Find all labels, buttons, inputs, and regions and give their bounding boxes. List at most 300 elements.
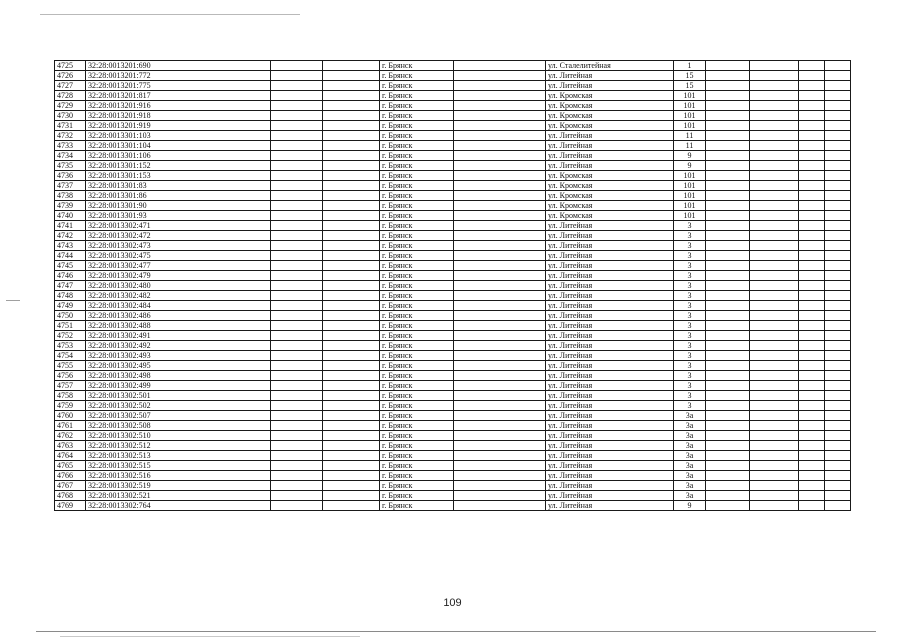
empty-cell xyxy=(750,91,799,101)
street-cell: ул. Литейная xyxy=(546,241,674,251)
empty-cell xyxy=(750,461,799,471)
empty-cell xyxy=(271,391,323,401)
empty-cell xyxy=(323,171,380,181)
empty-cell xyxy=(799,391,825,401)
house-number-cell: 9 xyxy=(674,501,706,511)
empty-cell xyxy=(750,171,799,181)
row-number-cell: 4766 xyxy=(55,471,86,481)
city-cell: г. Брянск xyxy=(380,501,454,511)
cadastral-number-cell: 32:28:0013201:690 xyxy=(86,61,271,71)
empty-cell xyxy=(706,241,750,251)
empty-cell xyxy=(323,161,380,171)
empty-cell xyxy=(454,221,546,231)
empty-cell xyxy=(323,241,380,251)
empty-cell xyxy=(750,141,799,151)
empty-cell xyxy=(323,141,380,151)
empty-cell xyxy=(799,441,825,451)
city-cell: г. Брянск xyxy=(380,221,454,231)
row-number-cell: 4727 xyxy=(55,81,86,91)
empty-cell xyxy=(750,361,799,371)
empty-cell xyxy=(271,91,323,101)
cadastral-number-cell: 32:28:0013302:484 xyxy=(86,301,271,311)
empty-cell xyxy=(323,201,380,211)
house-number-cell: 3 xyxy=(674,301,706,311)
empty-cell xyxy=(454,441,546,451)
empty-cell xyxy=(323,71,380,81)
city-cell: г. Брянск xyxy=(380,211,454,221)
empty-cell xyxy=(454,371,546,381)
empty-cell xyxy=(454,321,546,331)
empty-cell xyxy=(750,431,799,441)
row-number-cell: 4754 xyxy=(55,351,86,361)
empty-cell xyxy=(323,371,380,381)
empty-cell xyxy=(454,191,546,201)
empty-cell xyxy=(799,251,825,261)
empty-cell xyxy=(750,401,799,411)
empty-cell xyxy=(323,81,380,91)
cadastral-number-cell: 32:28:0013302:499 xyxy=(86,381,271,391)
table-row xyxy=(55,481,851,491)
row-number-cell: 4761 xyxy=(55,421,86,431)
empty-cell xyxy=(454,361,546,371)
empty-cell xyxy=(454,311,546,321)
empty-cell xyxy=(750,291,799,301)
row-number-cell: 4753 xyxy=(55,341,86,351)
street-cell: ул. Литейная xyxy=(546,471,674,481)
cadastral-number-cell: 32:28:0013302:491 xyxy=(86,331,271,341)
empty-cell xyxy=(454,211,546,221)
empty-cell xyxy=(825,231,851,241)
empty-cell xyxy=(750,111,799,121)
house-number-cell: 3а xyxy=(674,461,706,471)
scan-artifact-line xyxy=(36,631,876,632)
empty-cell xyxy=(750,491,799,501)
empty-cell xyxy=(750,371,799,381)
empty-cell xyxy=(706,101,750,111)
empty-cell xyxy=(454,101,546,111)
cadastral-number-cell: 32:28:0013302:516 xyxy=(86,471,271,481)
city-cell: г. Брянск xyxy=(380,61,454,71)
empty-cell xyxy=(825,171,851,181)
row-number-cell: 4748 xyxy=(55,291,86,301)
empty-cell xyxy=(750,121,799,131)
empty-cell xyxy=(825,201,851,211)
cadastral-number-cell: 32:28:0013302:515 xyxy=(86,461,271,471)
empty-cell xyxy=(799,61,825,71)
empty-cell xyxy=(454,381,546,391)
cadastral-number-cell: 32:28:0013302:502 xyxy=(86,401,271,411)
table-row xyxy=(55,351,851,361)
street-cell: ул. Кромская xyxy=(546,121,674,131)
empty-cell xyxy=(323,411,380,421)
empty-cell xyxy=(799,401,825,411)
cadastral-number-cell: 32:28:0013302:473 xyxy=(86,241,271,251)
empty-cell xyxy=(799,181,825,191)
city-cell: г. Брянск xyxy=(380,161,454,171)
empty-cell xyxy=(706,71,750,81)
empty-cell xyxy=(271,61,323,71)
empty-cell xyxy=(454,171,546,181)
street-cell: ул. Кромская xyxy=(546,101,674,111)
house-number-cell: 3 xyxy=(674,291,706,301)
street-cell: ул. Кромская xyxy=(546,181,674,191)
empty-cell xyxy=(825,451,851,461)
empty-cell xyxy=(750,201,799,211)
cadastral-number-cell: 32:28:0013302:508 xyxy=(86,421,271,431)
row-number-cell: 4750 xyxy=(55,311,86,321)
house-number-cell: 3а xyxy=(674,421,706,431)
street-cell: ул. Литейная xyxy=(546,261,674,271)
empty-cell xyxy=(825,401,851,411)
street-cell: ул. Литейная xyxy=(546,401,674,411)
empty-cell xyxy=(825,121,851,131)
row-number-cell: 4769 xyxy=(55,501,86,511)
street-cell: ул. Литейная xyxy=(546,381,674,391)
cadastral-number-cell: 32:28:0013302:501 xyxy=(86,391,271,401)
cadastral-number-cell: 32:28:0013201:919 xyxy=(86,121,271,131)
row-number-cell: 4734 xyxy=(55,151,86,161)
table-row xyxy=(55,321,851,331)
street-cell: ул. Литейная xyxy=(546,421,674,431)
empty-cell xyxy=(750,481,799,491)
empty-cell xyxy=(825,491,851,501)
empty-cell xyxy=(750,71,799,81)
empty-cell xyxy=(323,341,380,351)
row-number-cell: 4759 xyxy=(55,401,86,411)
cadastral-number-cell: 32:28:0013302:512 xyxy=(86,441,271,451)
empty-cell xyxy=(323,461,380,471)
city-cell: г. Брянск xyxy=(380,241,454,251)
empty-cell xyxy=(706,141,750,151)
row-number-cell: 4740 xyxy=(55,211,86,221)
row-number-cell: 4763 xyxy=(55,441,86,451)
city-cell: г. Брянск xyxy=(380,391,454,401)
house-number-cell: 3 xyxy=(674,381,706,391)
empty-cell xyxy=(825,471,851,481)
house-number-cell: 3а xyxy=(674,431,706,441)
table-row xyxy=(55,81,851,91)
empty-cell xyxy=(271,481,323,491)
city-cell: г. Брянск xyxy=(380,131,454,141)
city-cell: г. Брянск xyxy=(380,261,454,271)
house-number-cell: 3а xyxy=(674,411,706,421)
empty-cell xyxy=(750,271,799,281)
row-number-cell: 4755 xyxy=(55,361,86,371)
empty-cell xyxy=(825,291,851,301)
row-number-cell: 4758 xyxy=(55,391,86,401)
row-number-cell: 4737 xyxy=(55,181,86,191)
row-number-cell: 4730 xyxy=(55,111,86,121)
table-row xyxy=(55,331,851,341)
row-number-cell: 4732 xyxy=(55,131,86,141)
house-number-cell: 101 xyxy=(674,121,706,131)
cadastral-number-cell: 32:28:0013302:513 xyxy=(86,451,271,461)
table-row xyxy=(55,141,851,151)
street-cell: ул. Литейная xyxy=(546,71,674,81)
empty-cell xyxy=(750,101,799,111)
empty-cell xyxy=(750,241,799,251)
empty-cell xyxy=(750,451,799,461)
city-cell: г. Брянск xyxy=(380,121,454,131)
empty-cell xyxy=(750,211,799,221)
street-cell: ул. Литейная xyxy=(546,331,674,341)
empty-cell xyxy=(750,251,799,261)
empty-cell xyxy=(706,231,750,241)
empty-cell xyxy=(799,241,825,251)
empty-cell xyxy=(323,471,380,481)
empty-cell xyxy=(271,241,323,251)
table-row xyxy=(55,271,851,281)
empty-cell xyxy=(825,111,851,121)
city-cell: г. Брянск xyxy=(380,251,454,261)
empty-cell xyxy=(454,131,546,141)
street-cell: ул. Литейная xyxy=(546,491,674,501)
table-row xyxy=(55,71,851,81)
cadastral-number-cell: 32:28:0013301:106 xyxy=(86,151,271,161)
table-row xyxy=(55,241,851,251)
empty-cell xyxy=(825,371,851,381)
empty-cell xyxy=(271,361,323,371)
empty-cell xyxy=(454,281,546,291)
empty-cell xyxy=(271,191,323,201)
empty-cell xyxy=(271,421,323,431)
city-cell: г. Брянск xyxy=(380,491,454,501)
empty-cell xyxy=(750,221,799,231)
empty-cell xyxy=(750,191,799,201)
city-cell: г. Брянск xyxy=(380,141,454,151)
empty-cell xyxy=(825,361,851,371)
empty-cell xyxy=(271,111,323,121)
row-number-cell: 4757 xyxy=(55,381,86,391)
city-cell: г. Брянск xyxy=(380,351,454,361)
city-cell: г. Брянск xyxy=(380,301,454,311)
city-cell: г. Брянск xyxy=(380,271,454,281)
street-cell: ул. Литейная xyxy=(546,311,674,321)
empty-cell xyxy=(825,161,851,171)
empty-cell xyxy=(799,501,825,511)
registry-table-body xyxy=(55,61,851,511)
table-row xyxy=(55,61,851,71)
empty-cell xyxy=(706,311,750,321)
empty-cell xyxy=(271,291,323,301)
empty-cell xyxy=(825,391,851,401)
street-cell: ул. Литейная xyxy=(546,351,674,361)
house-number-cell: 3а xyxy=(674,471,706,481)
empty-cell xyxy=(454,481,546,491)
table-row xyxy=(55,171,851,181)
empty-cell xyxy=(799,281,825,291)
registry-table xyxy=(54,60,851,511)
row-number-cell: 4760 xyxy=(55,411,86,421)
table-row xyxy=(55,451,851,461)
empty-cell xyxy=(454,421,546,431)
row-number-cell: 4743 xyxy=(55,241,86,251)
table-row xyxy=(55,111,851,121)
cadastral-number-cell: 32:28:0013302:510 xyxy=(86,431,271,441)
cadastral-number-cell: 32:28:0013302:764 xyxy=(86,501,271,511)
street-cell: ул. Литейная xyxy=(546,81,674,91)
empty-cell xyxy=(454,401,546,411)
empty-cell xyxy=(799,81,825,91)
house-number-cell: 3а xyxy=(674,451,706,461)
empty-cell xyxy=(825,101,851,111)
empty-cell xyxy=(454,161,546,171)
cadastral-number-cell: 32:28:0013302:493 xyxy=(86,351,271,361)
empty-cell xyxy=(825,261,851,271)
city-cell: г. Брянск xyxy=(380,481,454,491)
empty-cell xyxy=(706,321,750,331)
cadastral-number-cell: 32:28:0013201:775 xyxy=(86,81,271,91)
empty-cell xyxy=(799,111,825,121)
empty-cell xyxy=(323,491,380,501)
house-number-cell: 11 xyxy=(674,131,706,141)
empty-cell xyxy=(825,181,851,191)
empty-cell xyxy=(825,71,851,81)
empty-cell xyxy=(825,411,851,421)
street-cell: ул. Литейная xyxy=(546,391,674,401)
empty-cell xyxy=(799,171,825,181)
empty-cell xyxy=(706,281,750,291)
empty-cell xyxy=(825,141,851,151)
empty-cell xyxy=(799,421,825,431)
empty-cell xyxy=(706,121,750,131)
street-cell: ул. Литейная xyxy=(546,251,674,261)
street-cell: ул. Литейная xyxy=(546,281,674,291)
street-cell: ул. Кромская xyxy=(546,91,674,101)
city-cell: г. Брянск xyxy=(380,311,454,321)
cadastral-number-cell: 32:28:0013302:495 xyxy=(86,361,271,371)
empty-cell xyxy=(750,471,799,481)
empty-cell xyxy=(323,211,380,221)
city-cell: г. Брянск xyxy=(380,231,454,241)
empty-cell xyxy=(750,341,799,351)
row-number-cell: 4749 xyxy=(55,301,86,311)
empty-cell xyxy=(706,371,750,381)
table-row xyxy=(55,461,851,471)
empty-cell xyxy=(825,441,851,451)
empty-cell xyxy=(271,131,323,141)
city-cell: г. Брянск xyxy=(380,101,454,111)
empty-cell xyxy=(271,101,323,111)
empty-cell xyxy=(454,271,546,281)
row-number-cell: 4729 xyxy=(55,101,86,111)
house-number-cell: 3а xyxy=(674,491,706,501)
empty-cell xyxy=(706,451,750,461)
table-row xyxy=(55,191,851,201)
house-number-cell: 15 xyxy=(674,81,706,91)
row-number-cell: 4735 xyxy=(55,161,86,171)
table-row xyxy=(55,151,851,161)
table-row xyxy=(55,361,851,371)
street-cell: ул. Кромская xyxy=(546,171,674,181)
empty-cell xyxy=(799,271,825,281)
empty-cell xyxy=(454,121,546,131)
house-number-cell: 11 xyxy=(674,141,706,151)
empty-cell xyxy=(323,321,380,331)
empty-cell xyxy=(706,261,750,271)
house-number-cell: 3 xyxy=(674,281,706,291)
cadastral-number-cell: 32:28:0013302:507 xyxy=(86,411,271,421)
empty-cell xyxy=(454,241,546,251)
empty-cell xyxy=(750,381,799,391)
empty-cell xyxy=(706,151,750,161)
row-number-cell: 4767 xyxy=(55,481,86,491)
empty-cell xyxy=(271,251,323,261)
city-cell: г. Брянск xyxy=(380,361,454,371)
cadastral-number-cell: 32:28:0013201:772 xyxy=(86,71,271,81)
empty-cell xyxy=(323,401,380,411)
table-row xyxy=(55,131,851,141)
empty-cell xyxy=(271,231,323,241)
empty-cell xyxy=(825,431,851,441)
empty-cell xyxy=(750,61,799,71)
row-number-cell: 4725 xyxy=(55,61,86,71)
house-number-cell: 1 xyxy=(674,61,706,71)
empty-cell xyxy=(799,191,825,201)
table-row xyxy=(55,381,851,391)
table-row xyxy=(55,391,851,401)
city-cell: г. Брянск xyxy=(380,281,454,291)
house-number-cell: 3 xyxy=(674,371,706,381)
table-row xyxy=(55,371,851,381)
city-cell: г. Брянск xyxy=(380,91,454,101)
row-number-cell: 4751 xyxy=(55,321,86,331)
house-number-cell: 3 xyxy=(674,331,706,341)
city-cell: г. Брянск xyxy=(380,471,454,481)
city-cell: г. Брянск xyxy=(380,321,454,331)
empty-cell xyxy=(750,391,799,401)
table-row xyxy=(55,211,851,221)
cadastral-number-cell: 32:28:0013302:479 xyxy=(86,271,271,281)
empty-cell xyxy=(825,321,851,331)
empty-cell xyxy=(454,151,546,161)
street-cell: ул. Литейная xyxy=(546,481,674,491)
street-cell: ул. Литейная xyxy=(546,411,674,421)
house-number-cell: 3 xyxy=(674,311,706,321)
city-cell: г. Брянск xyxy=(380,191,454,201)
city-cell: г. Брянск xyxy=(380,461,454,471)
empty-cell xyxy=(799,141,825,151)
empty-cell xyxy=(454,71,546,81)
cadastral-number-cell: 32:28:0013201:918 xyxy=(86,111,271,121)
empty-cell xyxy=(799,71,825,81)
table-row xyxy=(55,91,851,101)
cadastral-number-cell: 32:28:0013301:86 xyxy=(86,191,271,201)
empty-cell xyxy=(706,181,750,191)
scan-artifact-line xyxy=(40,14,300,15)
empty-cell xyxy=(271,281,323,291)
empty-cell xyxy=(454,111,546,121)
empty-cell xyxy=(825,221,851,231)
street-cell: ул. Литейная xyxy=(546,361,674,371)
empty-cell xyxy=(825,131,851,141)
empty-cell xyxy=(750,441,799,451)
row-number-cell: 4739 xyxy=(55,201,86,211)
cadastral-number-cell: 32:28:0013302:471 xyxy=(86,221,271,231)
row-number-cell: 4762 xyxy=(55,431,86,441)
empty-cell xyxy=(706,131,750,141)
empty-cell xyxy=(825,271,851,281)
house-number-cell: 9 xyxy=(674,161,706,171)
empty-cell xyxy=(706,491,750,501)
street-cell: ул. Литейная xyxy=(546,231,674,241)
street-cell: ул. Кромская xyxy=(546,211,674,221)
page-number: 109 xyxy=(443,597,462,609)
empty-cell xyxy=(271,331,323,341)
city-cell: г. Брянск xyxy=(380,431,454,441)
empty-cell xyxy=(799,491,825,501)
empty-cell xyxy=(271,471,323,481)
